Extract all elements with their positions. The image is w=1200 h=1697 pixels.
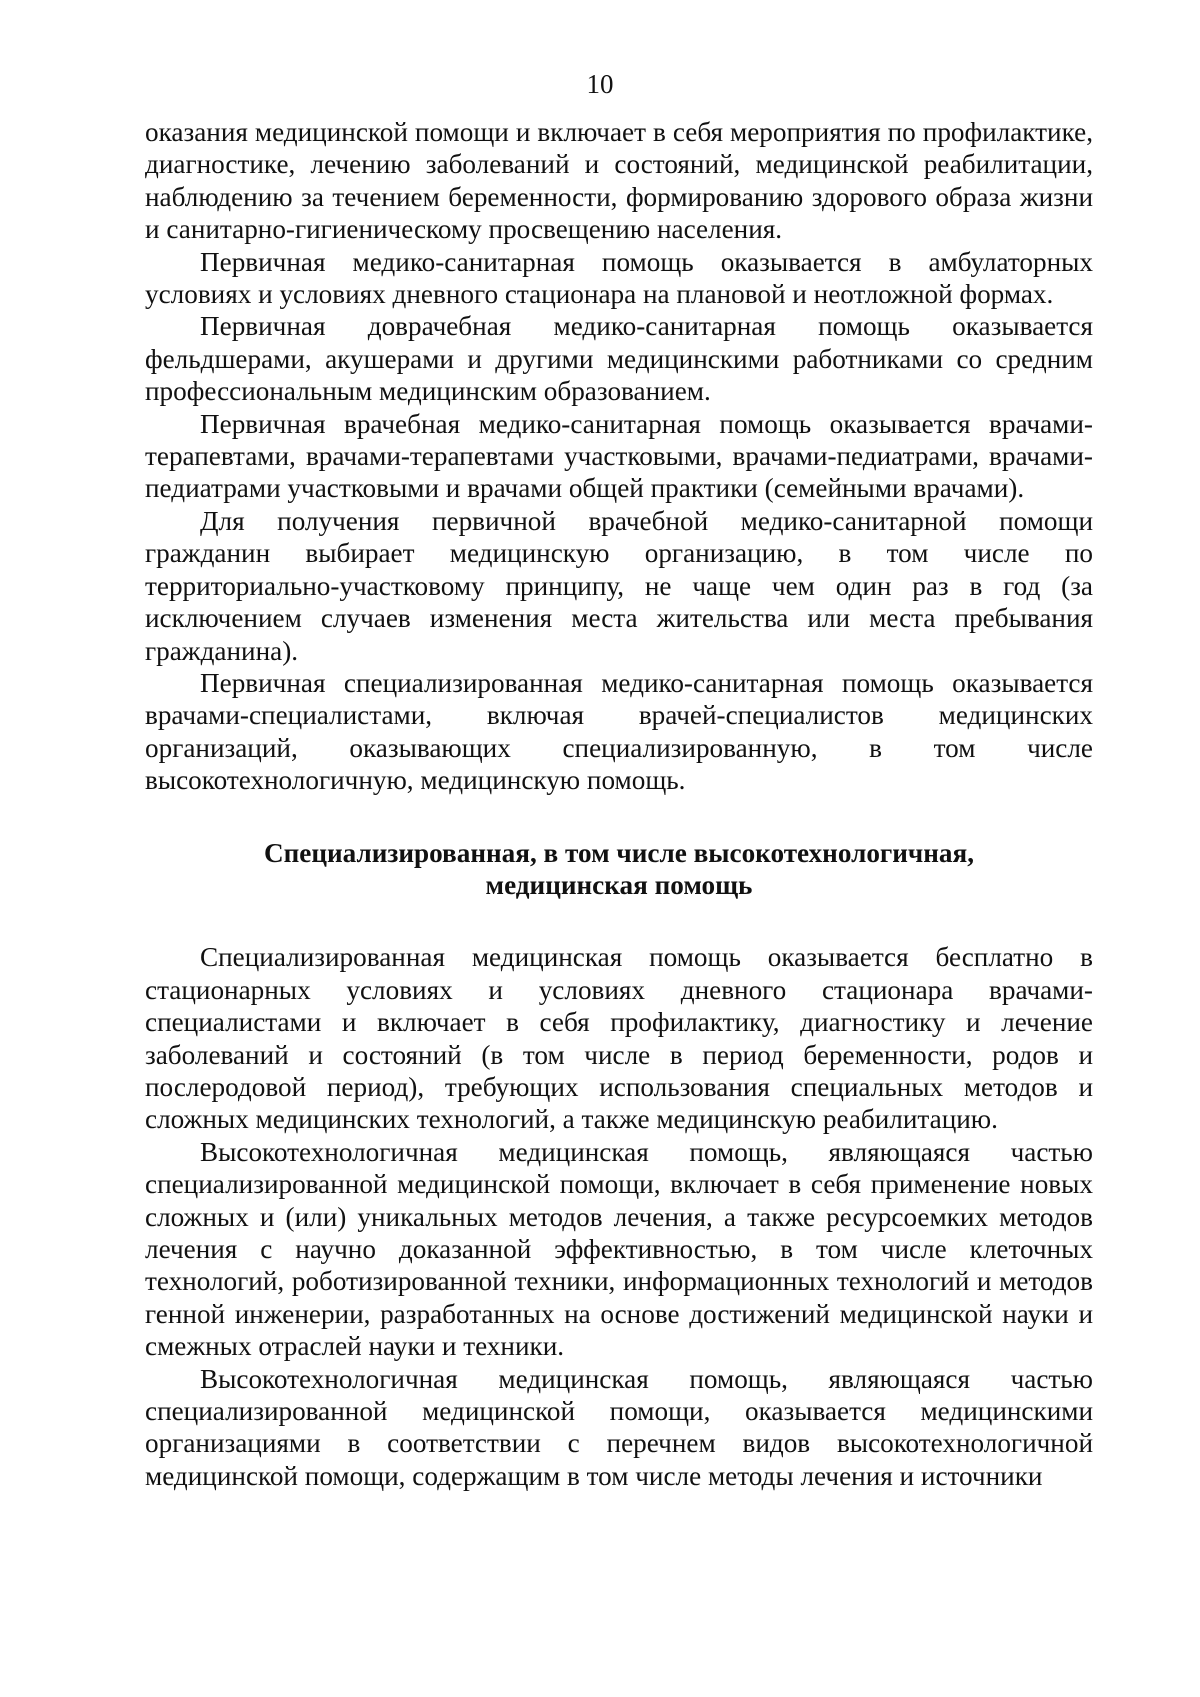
section-heading: [145, 797, 1093, 942]
paragraph: Первичная медико-санитарная помощь оказывается в амбулаторных условиях и условиях дневного стационара на плановой и неотложной формах.: [145, 246, 1093, 310]
paragraph: Высокотехнологичная медицинская помощь, являющаяся частью специализированной медицинской помощи, оказывается медицинскими организациями в соответствии с перечнем видов высокотехнологичной медицинской помощи, содержащим в том числе методы лечения и источники: [145, 1363, 1093, 1491]
paragraph: Высокотехнологичная медицинская помощь, являющаяся частью специализированной медицинской помощи, включает в себя применение новых сложных и (или) уникальных методов лечения, а также ресурсоемких методов лечения с научно доказанной эффективностью, в том числе клеточных технологий, роботизированной техники, информационных технологий и методов генной инженерии, разработанных на основе достижений медицинской науки и смежных отраслей науки и техники.: [145, 1136, 1093, 1362]
paragraph: Специализированная медицинская помощь оказывается бесплатно в стационарных условиях и условиях дневного стационара врачами-специалистами и включает в себя профилактику, диагностику и лечение заболеваний и состояний (в том числе в период беременности, родов и послеродовой период), требующих использования специальных методов и сложных медицинских технологий, а также медицинскую реабилитацию.: [145, 942, 1093, 1135]
paragraph: Первичная доврачебная медико-санитарная помощь оказывается фельдшерами, акушерами и другими медицинскими работниками со средним профессиональным медицинским образованием.: [145, 311, 1093, 407]
section-heading-line: медицинская помощь: [485, 869, 753, 900]
section-heading-line: Специализированная, в том числе высокотехнологичная,: [263, 837, 975, 868]
document-body: [145, 116, 1093, 1492]
paragraph: Для получения первичной врачебной медико-санитарной помощи гражданин выбирает медицинскую организацию, в том числе по территориально-участковому принципу, не чаще чем один раз в год (за исключением случаев изменения места жительства или места пребывания гражданина).: [145, 505, 1093, 666]
paragraph: оказания медицинской помощи и включает в себя мероприятия по профилактике, диагностике, лечению заболеваний и состояний, медицинской реабилитации, наблюдению за течением беременности, формированию здорового образа жизни и санитарно-гигиеническому просвещению населения.: [145, 117, 1093, 245]
paragraph: Первичная врачебная медико-санитарная помощь оказывается врачами-терапевтами, врачами-терапевтами участковыми, врачами-педиатрами, врачами-педиатрами участковыми и врачами общей практики (семейными врачами).: [145, 408, 1093, 504]
page-number: 10: [586, 69, 614, 99]
paragraph: Первичная специализированная медико-санитарная помощь оказывается врачами-специалистами, включая врачей-специалистов медицинских организаций, оказывающих специализированную, в том числе высокотехнологичную, медицинскую помощь.: [145, 667, 1093, 796]
